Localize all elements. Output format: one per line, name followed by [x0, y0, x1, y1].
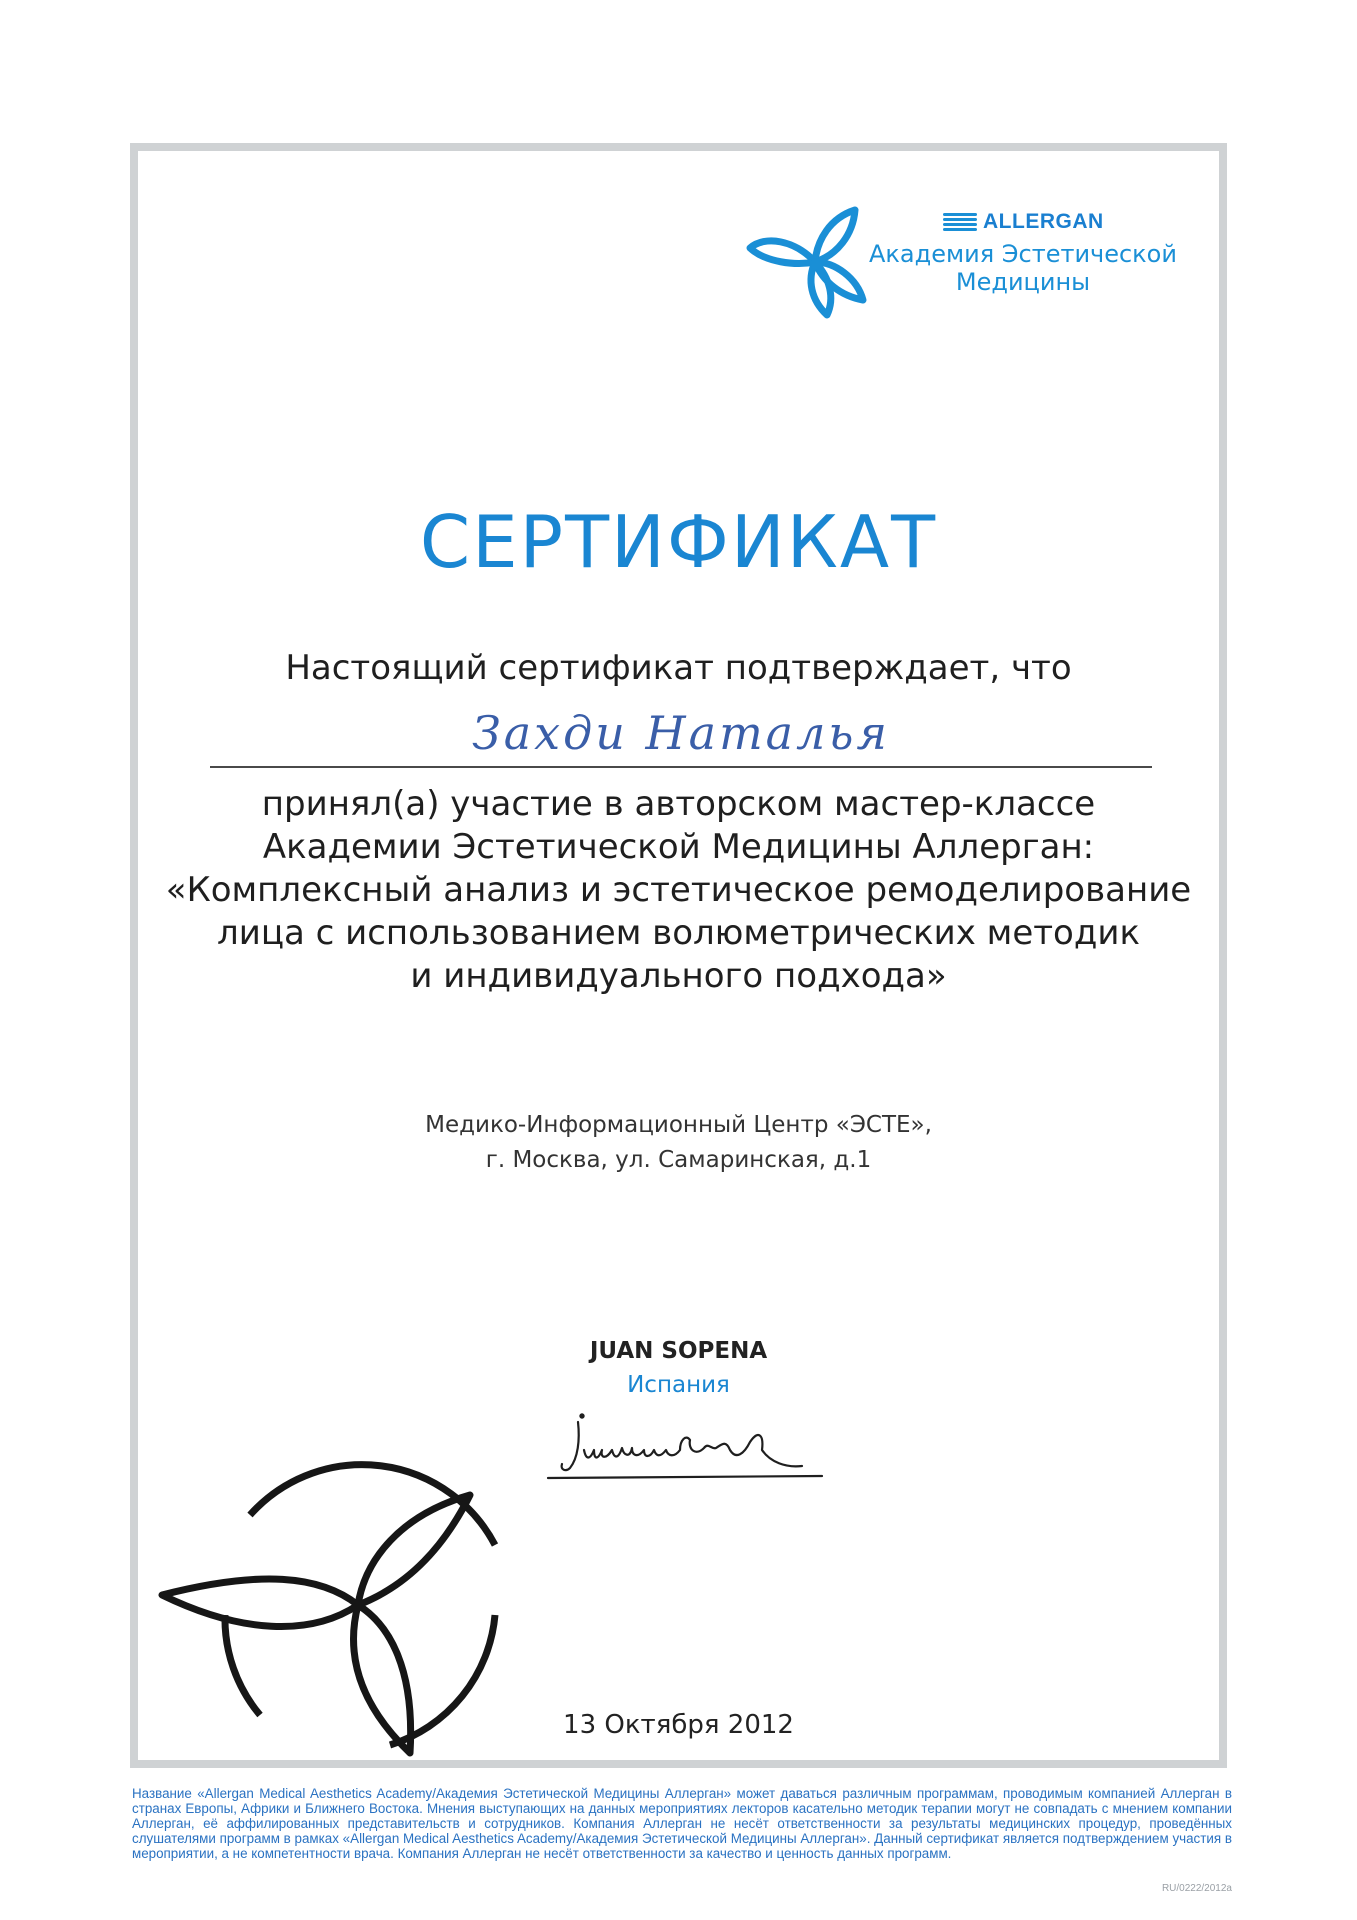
- academy-name-line1: Академия Эстетической: [869, 240, 1177, 268]
- course-line-1: принял(а) участие в авторском мастер-классе: [261, 784, 1096, 824]
- allergan-mark-icon: [943, 213, 977, 231]
- lecturer-signature: [540, 1410, 830, 1494]
- course-line-3: «Комплексный анализ и эстетическое ремоделирование: [165, 870, 1192, 910]
- course-description: [0, 783, 1357, 998]
- certificate-title: СЕРТИФИКАТ: [419, 500, 938, 584]
- lecturer-country: Испания: [627, 1372, 730, 1398]
- venue-line-1: Медико-Информационный Центр «ЭСТЕ»,: [425, 1112, 932, 1138]
- course-line-4: лица с использованием волюметрических методик: [217, 913, 1140, 953]
- lecturer-name: JUAN SOPENA: [589, 1338, 768, 1364]
- brand-name: ALLERGAN: [983, 210, 1104, 233]
- course-line-2: Академии Эстетической Медицины Аллерган:: [262, 827, 1095, 867]
- academy-name-line2: Медицины: [955, 268, 1091, 296]
- venue-line-2: г. Москва, ул. Самаринская, д.1: [485, 1147, 872, 1173]
- venue-address: [0, 1108, 1357, 1178]
- issue-date: 13 Октября 2012: [563, 1710, 794, 1740]
- signature-icon: [540, 1410, 830, 1490]
- academy-logo: [745, 200, 1175, 320]
- document-code: RU/0222/2012a: [1161, 1883, 1232, 1894]
- confirmation-text: Настоящий сертификат подтверждает, что: [285, 648, 1072, 688]
- academy-name: [863, 240, 1183, 296]
- disclaimer-text: Название «Allergan Medical Aesthetics Academy/Академия Эстетической Медицины Аллерган» может даваться различным программам, проводимым компанией Аллерган в странах Европы, Африки и Ближнего Востока. Мнения выступающих на данных мероприятиях лекторов касательно методик терапии могут не совпадать с мнением компании Аллерган, её аффилированных представительств и сотрудников. Компания Аллерган не несёт ответственности за результаты медицинских процедур, проведённых слушателями программ в рамках «Allergan Medical Aesthetics Academy/Академия Эстетической Медицины Аллерган». Данный сертификат является подтверждением участия в мероприятии, а не компетентности врача. Компания Аллерган не несёт ответственности за качество и ценность данных программ.: [132, 1786, 1232, 1861]
- allergan-brand: [943, 210, 1104, 234]
- course-line-5: и индивидуального подхода»: [410, 956, 947, 996]
- recipient-name: Захди Наталья: [210, 700, 1152, 768]
